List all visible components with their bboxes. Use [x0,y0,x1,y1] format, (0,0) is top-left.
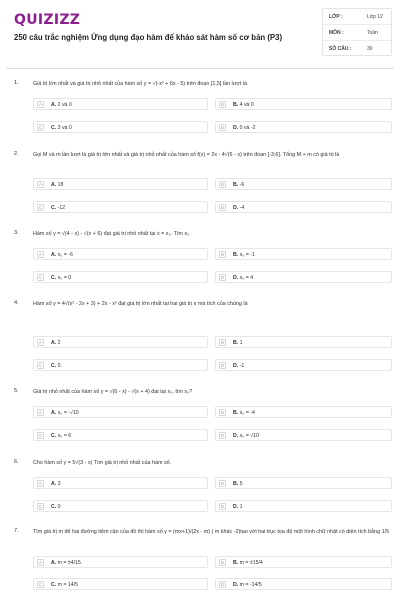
option-text: -4 [239,204,245,211]
option-letter: C [38,433,43,438]
option-b[interactable] [215,336,392,348]
option-letter: B [219,181,226,188]
option-letter: B [219,251,226,258]
info-label: SỐ CÂU : [329,46,352,52]
info-row-question-count [323,41,391,57]
option-b[interactable] [215,248,392,260]
option-prefix: C. [51,432,57,439]
option-prefix: B. [233,480,239,487]
document-title: 250 câu trắc nghiệm Ứng dụng đạo hàm để khảo sát hàm số cơ bản (P3) [14,33,283,42]
option-d[interactable] [215,578,392,590]
option-text: -1 [239,362,245,369]
option-prefix: A. [51,101,57,108]
option-prefix: B. [233,339,239,346]
quizizz-logo[interactable]: QUIZIZZ [14,12,81,28]
page-header [0,0,400,62]
option-letter: A [37,559,44,566]
question-text: Gọi M và m lần lượt là giá trị lớn nhất và giá trị nhỏ nhất của hàm số f(x) = 2x - 4√(6 - x) trên đoạn [-3;6]. Tổng M + m có giá trị là [33,152,340,158]
option-letter: B [219,339,226,346]
option-text: x₀ = √10 [239,432,259,439]
option-text: -6 [239,181,245,188]
option-letter: D [220,504,225,509]
option-prefix: D. [233,503,239,510]
info-row-class [323,9,391,25]
option-prefix: A. [51,181,57,188]
option-text: 3 và 0 [57,124,72,131]
info-value: Lớp 12 [367,14,383,20]
option-letter: D [220,433,225,438]
option-letter: A [37,480,44,487]
option-text: m = -14/5 [239,581,262,588]
option-letter: B [219,559,226,566]
question-text: Giá trị lớn nhất và giá trị nhỏ nhất của hàm số y = √(-x² + 6x - 5) trên đoạn [1,5] lần lượt là [33,81,248,87]
option-letter: C [38,275,43,280]
option-a[interactable] [33,98,208,110]
option-text: x₀ = -1 [239,251,255,258]
question-text: Hàm số y = 4√(x² - 2x + 3) + 2x - x² đạt giá trị lớn nhất tại hai giá trị x mà tích của chúng là [33,301,248,307]
option-d[interactable] [215,429,392,441]
option-text: 1 [239,503,243,510]
question-number: 1. [14,80,19,86]
option-prefix: B. [233,409,239,416]
info-value: Toán [367,30,378,36]
option-text: m = ±15/4 [239,559,263,566]
info-box [322,8,392,56]
option-prefix: D. [233,204,239,211]
question-number: 2. [14,151,19,157]
option-c[interactable] [33,578,208,590]
option-a[interactable] [33,178,208,190]
option-prefix: A. [51,251,57,258]
option-letter: B [219,101,226,108]
option-text: 5 [239,480,243,487]
option-b[interactable] [215,406,392,418]
option-b[interactable] [215,477,392,489]
option-b[interactable] [215,178,392,190]
option-prefix: D. [233,124,239,131]
option-text: 3 [57,480,61,487]
option-text: m = 14/5 [57,581,78,588]
question-text: Hàm số y = √(4 - x) - √(x + 6) đạt giá trị nhỏ nhất tại x = x₀. Tìm x₀ [33,231,190,237]
option-text: 0 [57,503,61,510]
option-letter: C [38,504,43,509]
option-text: x₀ = -√10 [57,409,79,416]
option-letter: A [37,339,44,346]
option-prefix: C. [51,204,57,211]
option-text: 0. [57,362,62,369]
option-a[interactable] [33,336,208,348]
option-letter: C [38,582,43,587]
option-text: x₀ = -6 [57,251,73,258]
option-text: 1 [239,339,243,346]
option-letter: A [37,181,44,188]
option-letter: C [38,363,43,368]
option-text: x₀ = 6 [57,432,72,439]
option-c[interactable] [33,500,208,512]
question-number: 6. [14,459,19,465]
info-label: MÔN : [329,30,344,36]
option-prefix: D. [233,274,239,281]
option-letter: D [220,363,225,368]
header-divider [6,68,394,69]
option-prefix: C. [51,503,57,510]
option-letter: A [37,101,44,108]
option-prefix: A. [51,559,57,566]
option-text: 18 [57,181,64,188]
option-a[interactable] [33,556,208,568]
option-text: x₀ = 0 [57,274,72,281]
option-prefix: C. [51,124,57,131]
option-c[interactable] [33,201,208,213]
option-a[interactable] [33,406,208,418]
option-letter: D [220,582,225,587]
option-text: x₀ = -4 [239,409,255,416]
option-text: -12 [57,204,66,211]
option-letter: A [37,409,44,416]
option-prefix: C. [51,581,57,588]
option-a[interactable] [33,477,208,489]
option-text: m = ±4/15. [57,559,83,566]
info-label: LỚP : [329,14,343,20]
option-d[interactable] [215,271,392,283]
option-letter: C [38,125,43,130]
option-text: 2 [57,339,61,346]
option-letter: B [219,480,226,487]
option-d[interactable] [215,121,392,133]
question-text: Cho hàm số y = 5√(3 - x) Tìm giá trị nhỏ nhất của hàm số. [33,460,172,466]
question-number: 7. [14,528,19,534]
option-letter: B [219,409,226,416]
option-prefix: B. [233,181,239,188]
option-prefix: A. [51,409,57,416]
option-text: 2 và 0 [57,101,72,108]
question-number: 4. [14,300,19,306]
option-c[interactable] [33,359,208,371]
option-letter: C [38,205,43,210]
option-d[interactable] [215,500,392,512]
option-prefix: A. [51,480,57,487]
question-text: Giá trị nhỏ nhất của hàm số y = √(6 - x) - √(x + 4) đạt tại x₀, tìm x₀? [33,389,193,395]
option-letter: D [220,125,225,130]
option-c[interactable] [33,429,208,441]
option-b[interactable] [215,556,392,568]
option-b[interactable] [215,98,392,110]
option-prefix: C. [51,274,57,281]
question-number: 3. [14,230,19,236]
option-prefix: D. [233,581,239,588]
option-letter: D [220,205,225,210]
option-prefix: D. [233,432,239,439]
option-prefix: B. [233,251,239,258]
option-a[interactable] [33,248,208,260]
option-prefix: A. [51,339,57,346]
option-d[interactable] [215,201,392,213]
option-prefix: B. [233,559,239,566]
question-text: Tìm giá trị m để hai đường tiệm cận của đồ thị hàm số y = (mx+1)/(2x - m) ( m khác -2)tạo với hai trục tọa độ một hình chữ nhật có diện tích bằng 1/5 [33,529,390,535]
option-letter: D [220,275,225,280]
question-number: 5. [14,388,19,394]
option-text: 4 và 0 [239,101,254,108]
option-text: 0 và -2 [239,124,256,131]
option-c[interactable] [33,121,208,133]
info-value: 30 [367,46,373,52]
option-prefix: C. [51,362,57,369]
info-row-subject [323,25,391,41]
option-d[interactable] [215,359,392,371]
option-letter: A [37,251,44,258]
option-prefix: D. [233,362,239,369]
option-c[interactable] [33,271,208,283]
option-text: x₀ = 4 [239,274,254,281]
option-prefix: B. [233,101,239,108]
